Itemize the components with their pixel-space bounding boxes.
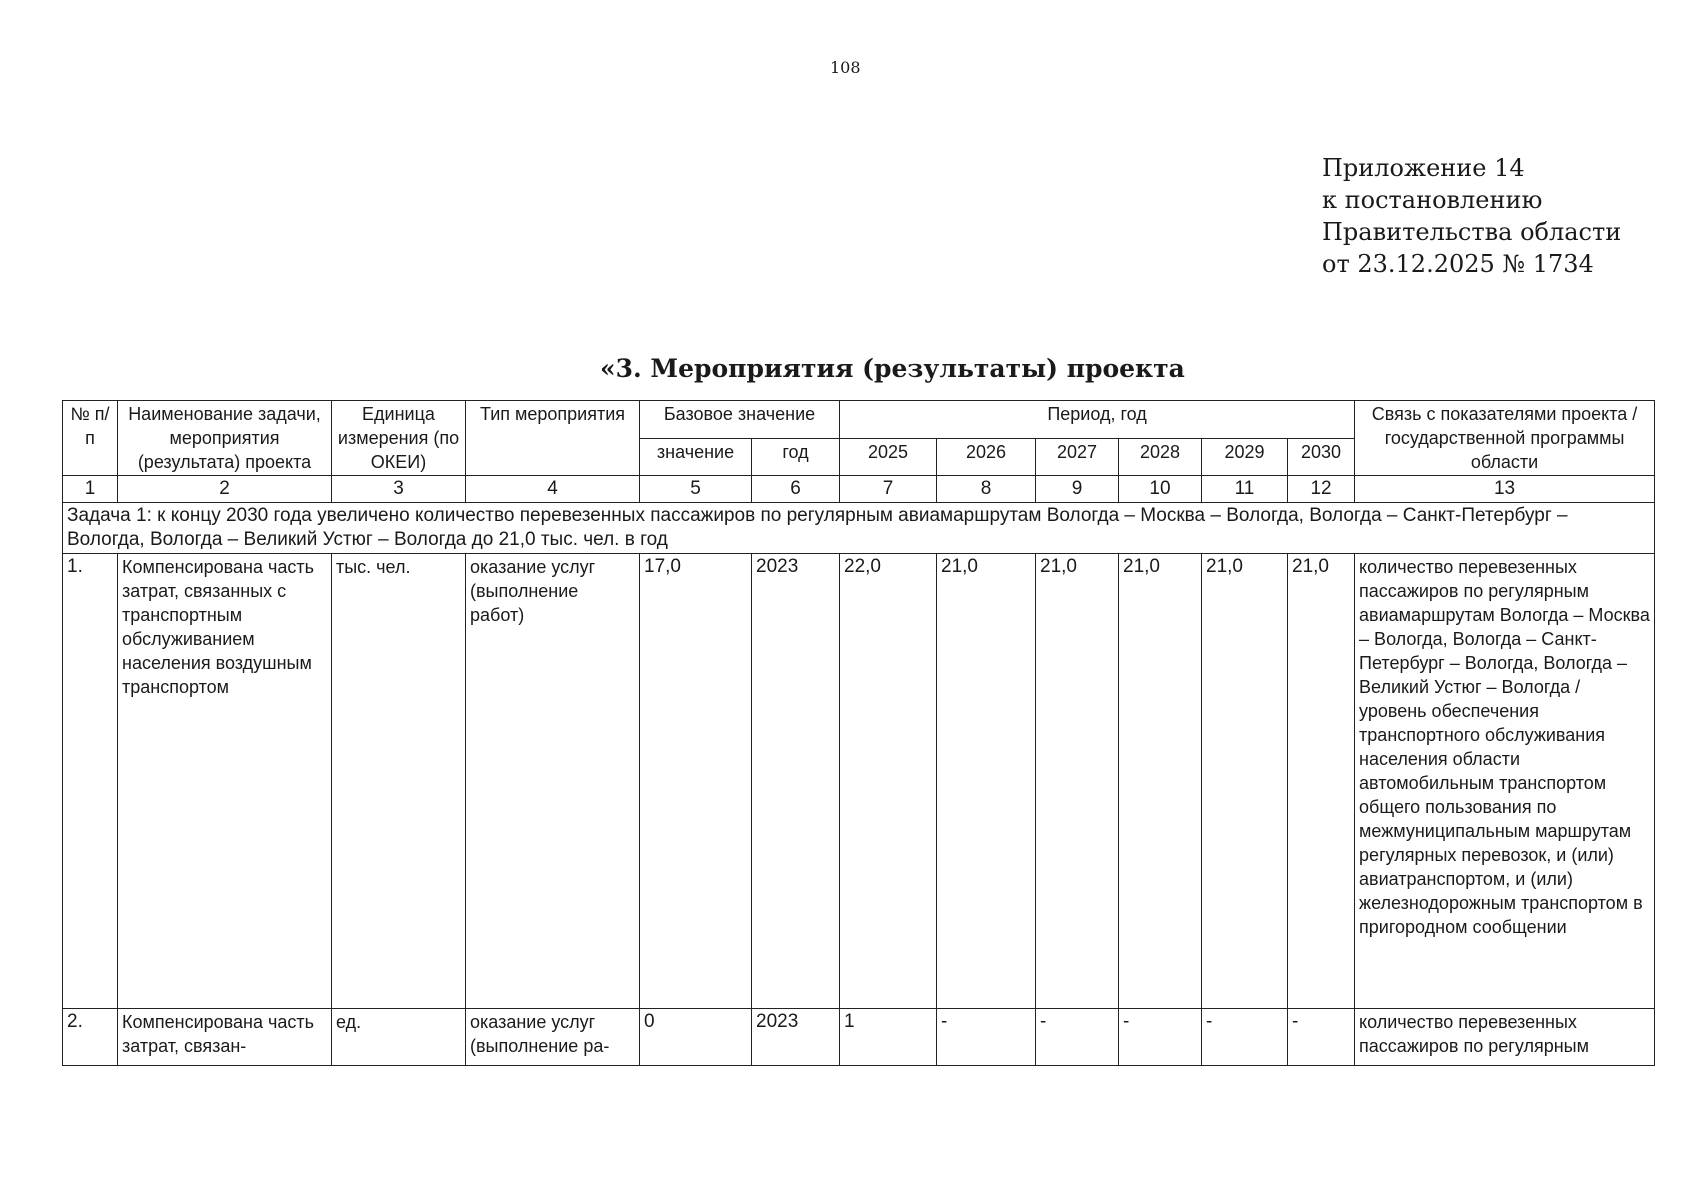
row-link: количество перевезенных пассажиров по регулярным [1355,1009,1655,1066]
header-year: 2030 [1288,438,1355,476]
column-number: 4 [466,476,640,503]
header-year: 2029 [1202,438,1288,476]
row-num: 1. [63,554,118,1009]
task-row [63,503,1655,554]
header-link: Связь с показателями проекта / государственной программы области [1355,401,1655,476]
row-base-year: 2023 [752,1009,840,1066]
row-value: 1 [840,1009,937,1066]
measures-table [62,400,1655,1066]
column-number: 7 [840,476,937,503]
header-row [63,401,1655,439]
row-type: оказание услуг (выполнение работ) [466,554,640,1009]
column-number: 8 [937,476,1036,503]
column-number: 6 [752,476,840,503]
header-year: 2027 [1036,438,1119,476]
task-description: Задача 1: к концу 2030 года увеличено количество перевезенных пассажиров по регулярным авиамаршрутам Вологда – Москва – Вологда, Вологда – Санкт-Петербург – Вологда, Вологда – Великий Устюг – Вологда до 21,0 тыс. чел. в год [63,503,1655,554]
row-value: - [1288,1009,1355,1066]
row-name: Компенсирована часть затрат, связанных с транспортным обслуживанием населения воздушным транспортом [118,554,332,1009]
table-row [63,554,1655,1009]
column-number: 3 [332,476,466,503]
section-title: «3. Мероприятия (результаты) проекта [600,354,1185,383]
header-year: 2025 [840,438,937,476]
appendix-line: от 23.12.2025 № 1734 [1322,250,1594,278]
header-name: Наименование задачи, мероприятия (результата) проекта [118,401,332,476]
column-number: 13 [1355,476,1655,503]
row-value: - [937,1009,1036,1066]
header-period: Период, год [840,401,1355,439]
header-year: 2026 [937,438,1036,476]
column-number: 5 [640,476,752,503]
row-value: - [1036,1009,1119,1066]
appendix-line: к постановлению [1322,186,1543,214]
row-base-year: 2023 [752,554,840,1009]
column-number: 2 [118,476,332,503]
page-number: 108 [830,58,861,77]
row-value: - [1202,1009,1288,1066]
header-year: 2028 [1119,438,1202,476]
row-value: 21,0 [1119,554,1202,1009]
column-number: 9 [1036,476,1119,503]
row-base-value: 17,0 [640,554,752,1009]
column-number: 10 [1119,476,1202,503]
row-value: 21,0 [937,554,1036,1009]
appendix-line: Правительства области [1322,218,1622,246]
table-row [63,1009,1655,1066]
header-num: № п/п [63,401,118,476]
row-type: оказание услуг (выполнение ра- [466,1009,640,1066]
row-value: 22,0 [840,554,937,1009]
header-base: Базовое значение [640,401,840,439]
header-base-value: значение [640,438,752,476]
column-numbers-row [63,476,1655,503]
row-num: 2. [63,1009,118,1066]
column-number: 1 [63,476,118,503]
row-value: 21,0 [1202,554,1288,1009]
column-number: 11 [1202,476,1288,503]
row-unit: тыс. чел. [332,554,466,1009]
header-type: Тип мероприятия [466,401,640,476]
header-unit: Единица измерения (по ОКЕИ) [332,401,466,476]
row-value: 21,0 [1036,554,1119,1009]
row-base-value: 0 [640,1009,752,1066]
header-base-year: год [752,438,840,476]
column-number: 12 [1288,476,1355,503]
row-name: Компенсирована часть затрат, связан- [118,1009,332,1066]
appendix-line: Приложение 14 [1322,154,1525,182]
row-value: 21,0 [1288,554,1355,1009]
appendix-block [1322,152,1621,280]
row-value: - [1119,1009,1202,1066]
row-link: количество перевезенных пассажиров по регулярным авиамаршрутам Вологда – Москва – Вологда, Вологда – Санкт-Петербург – Вологда, Вологда – Великий Устюг – Вологда / уровень обеспечения транспортного обслуживания населения области автомобильным транспортом общего пользования по межмуниципальным маршрутам регулярных перевозок, и (или) авиатранспортом, и (или) железнодорожным транспортом в пригородном сообщении [1355,554,1655,1009]
row-unit: ед. [332,1009,466,1066]
